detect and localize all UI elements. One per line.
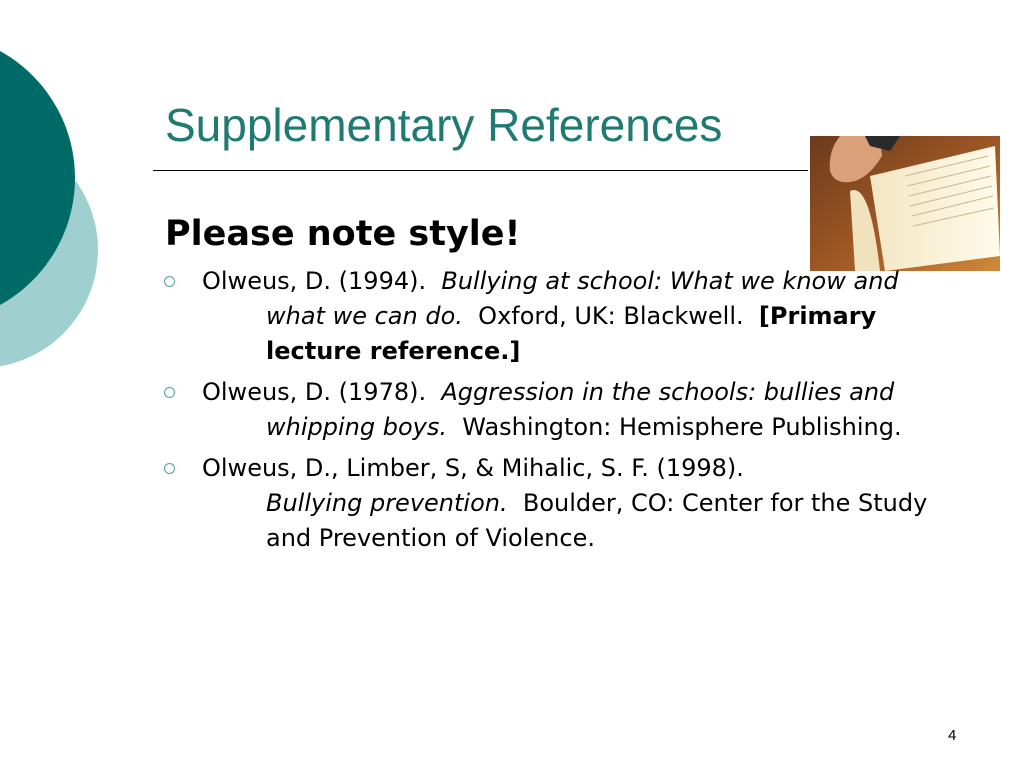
- open-book-photo: [810, 136, 1000, 271]
- reference-publisher: Boulder, CO: Center for the Study and Prevention of Violence.: [266, 489, 928, 552]
- reference-title: Bullying at school: What we know and what we can do.: [266, 267, 899, 330]
- page-number: 4: [948, 727, 957, 744]
- reference-item: [160, 451, 960, 556]
- hollow-circle-bullet-icon: [164, 463, 175, 474]
- reference-list: [160, 264, 960, 562]
- reference-title: Bullying prevention.: [266, 489, 508, 517]
- reference-title: Aggression in the schools: bullies and whipping boys.: [266, 378, 895, 441]
- decorative-circles: [0, 0, 110, 420]
- reference-author-year: Olweus, D. (1994).: [202, 267, 427, 295]
- reference-publisher: Oxford, UK: Blackwell.: [478, 302, 744, 330]
- style-note-heading: Please note style!: [165, 214, 521, 254]
- reference-item: [160, 264, 960, 369]
- slide-title: Supplementary References: [165, 99, 723, 151]
- reference-comment: [Primary lecture reference.]: [266, 302, 877, 365]
- reference-publisher: Washington: Hemisphere Publishing.: [462, 413, 902, 441]
- reference-author-year: Olweus, D. (1978).: [202, 378, 427, 406]
- title-divider: [153, 170, 808, 171]
- reference-author-year: Olweus, D., Limber, S, & Mihalic, S. F. (1998).: [202, 454, 744, 482]
- hollow-circle-bullet-icon: [164, 276, 175, 287]
- hollow-circle-bullet-icon: [164, 387, 175, 398]
- reference-item: [160, 375, 960, 445]
